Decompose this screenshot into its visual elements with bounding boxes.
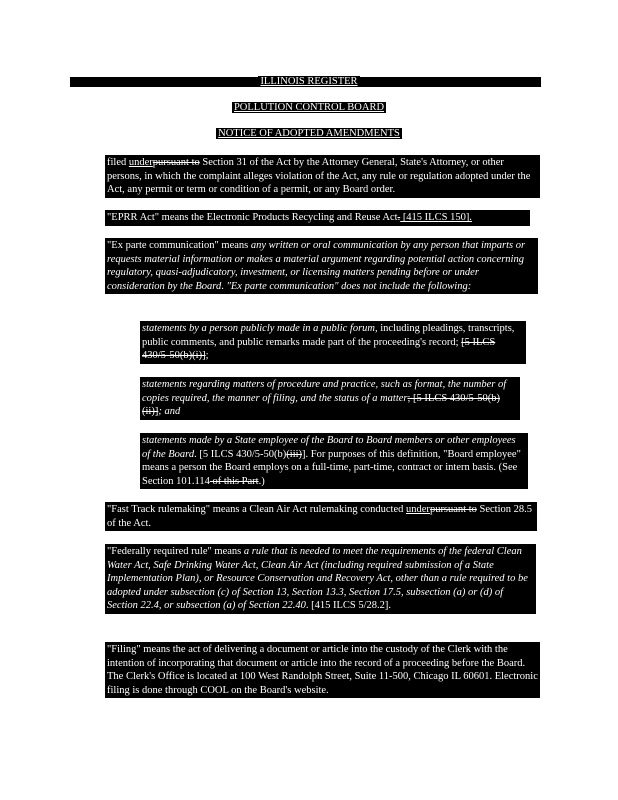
definition-ex-parte: "Ex parte communication" means any written or oral communication by any person that imparts or requests material information or makes a material argument regarding potential action concerning regulatory, quasi-adjudicatory, investment, or licensing matters pending before or under consideration by the Board. "Ex parte communication" does not include the following: [105, 238, 538, 294]
notice-title: NOTICE OF ADOPTED AMENDMENTS [218, 128, 400, 139]
paragraph-complaint: filed underpursuant to Section 31 of the Act by the Attorney General, State's Attorney, or other persons, in which the complaint alleges violation of the Act, any rule or regulation adopted under the Act, any permit or term or condition of a permit, or any Board order. [105, 155, 540, 198]
definition-federally-required-rule: "Federally required rule" means a rule that is needed to meet the requirements of the federal Clean Water Act, Safe Drinking Water Act, Clean Air Act (including required submission of a State Implementation Plan), or Resource Conservation and Recovery Act, other than a rule required to be adopted under subsection (c) of Section 13, Section 13.3, Section 17.5, subsection (a) or (d) of Section 22.4, or subsection (a) of Section 22.40. [415 ILCS 5/28.2]. [105, 544, 536, 614]
ex-parte-item-employee: statements made by a State employee of the Board to Board members or other employees of the Board. [5 ILCS 430/5-50(b)(iii)]. For purposes of this definition, "Board employee" means a person the Board employs on a full-time, part-time, contract or intern basis. (See Section 101.114 of this Part.) [140, 433, 528, 489]
definition-fast-track: "Fast Track rulemaking" means a Clean Air Act rulemaking conducted underpursuant to Section 28.5 of the Act. [105, 502, 537, 531]
definition-filing: "Filing" means the act of delivering a document or article into the custody of the Clerk with the intention of incorporating that document or article into the record of a proceeding before the Board. The Clerk's Office is located at 100 West Randolph Street, Suite 11-500, Chicago IL 60601. Electronic filing is done through COOL on the Board's website. [105, 642, 540, 698]
board-title: POLLUTION CONTROL BOARD [233, 102, 385, 113]
ex-parte-item-public: statements by a person publicly made in a public forum, including pleadings, transcripts, public comments, and public remarks made part of the proceeding's record; [5 ILCS 430/5-50(b)(i)]; [140, 321, 526, 364]
ex-parte-item-procedure: statements regarding matters of procedure and practice, such as format, the number of copies required, the manner of filing, and the status of a matter; [5 ILCS 430/5-50(b)(ii)]; and [140, 377, 520, 420]
register-title: ILLINOIS REGISTER [260, 76, 358, 87]
definition-eprr-act: "EPRR Act" means the Electronic Products Recycling and Reuse Act. [415 ILCS 150]. [105, 210, 530, 226]
